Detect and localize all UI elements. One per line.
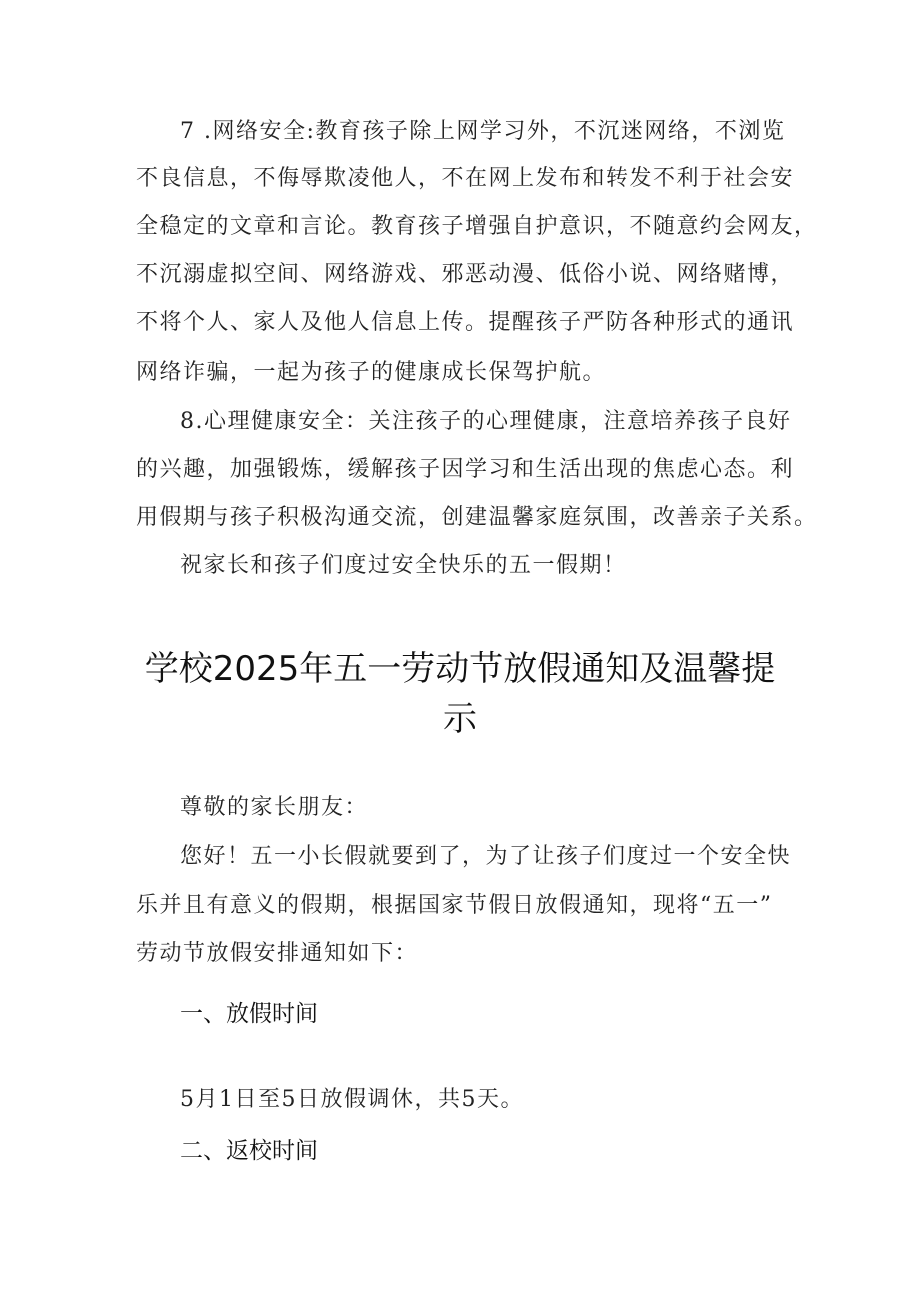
section7-line-2: 不良信息，不侮辱欺凌他人，不在网上发布和转发不利于社会安 [136,166,795,191]
holiday-text: 5月1日至5日放假调休，共5天。 [180,1087,524,1112]
section8-line-3: 用假期与孩子积极沟通交流，创建温馨家庭氛围，改善亲子关系。 [136,505,818,530]
section-heading-return: 二、返校时间 [180,1138,318,1164]
intro-line-2: 乐并且有意义的假期，根据国家节假日放假通知，现将“五一” [136,893,773,918]
greeting: 尊敬的家长朋友： [180,795,369,820]
section7-line-3: 全稳定的文章和言论。教育孩子增强自护意识，不随意约会网友， [136,214,818,239]
section7-line-6: 网络诈骗，一起为孩子的健康成长保驾护航。 [136,360,607,385]
section8-line-2: 的兴趣，加强锻炼，缓解孩子因学习和生活出现的焦虑心态。利 [136,457,795,482]
closing-line: 祝家长和孩子们度过安全快乐的五一假期！ [180,553,627,578]
section8-line-1: 8.心理健康安全：关注孩子的心理健康，注意培养孩子良好 [180,409,792,434]
section7-line-1: 7 .网络安全:教育孩子除上网学习外，不沉迷网络，不浏览 [180,119,786,144]
intro-line-3: 劳动节放假安排通知如下： [136,941,419,966]
section7-line-5: 不将个人、家人及他人信息上传。提醒孩子严防各种形式的通讯 [136,310,795,335]
section-heading-holiday: 一、放假时间 [180,1001,318,1027]
page-title-line-2: 示 [443,699,477,739]
intro-line-1: 您好！五一小长假就要到了，为了让孩子们度过一个安全快 [180,844,792,869]
page-title-line-1: 学校2025年五一劳动节放假通知及温馨提 [144,649,776,689]
section7-line-4: 不沉溺虚拟空间、网络游戏、邪恶动漫、低俗小说、网络赌博， [136,262,795,287]
